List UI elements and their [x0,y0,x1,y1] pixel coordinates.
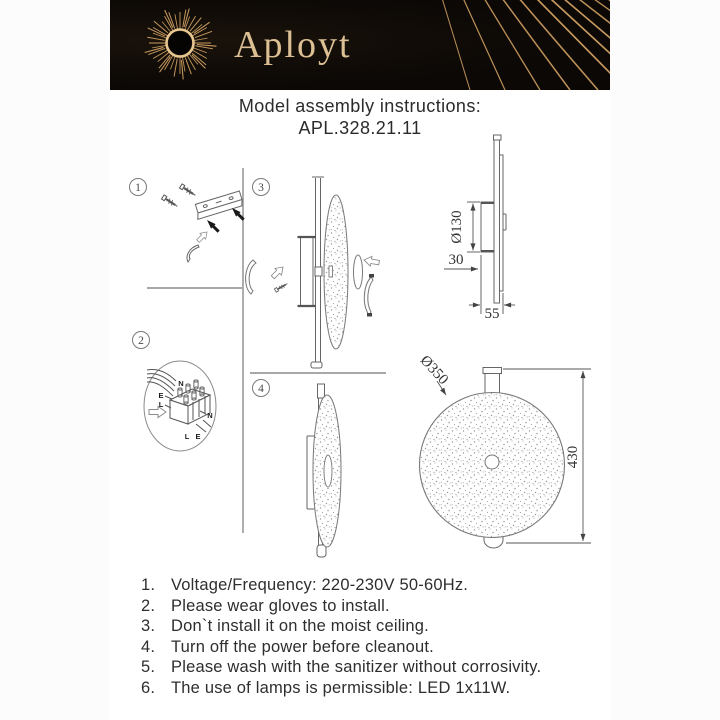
list-item [141,637,601,658]
item-number: 1. [141,576,156,594]
step-2-wiring-drawing [144,361,216,451]
section-dividers [147,168,386,533]
list-item [141,657,601,678]
item-text: Don`t install it on the moist ceiling. [171,617,429,635]
item-text: The use of lamps is permissible: LED 1x11W. [171,678,511,697]
brand-name: Aployt [234,24,352,66]
instruction-list [141,575,601,698]
wiring-label-l-bottom: L [184,432,190,441]
wiring-label-e-left: E [158,391,164,400]
item-text: Please wear gloves to install. [171,596,390,615]
dim-side-diameter: Ø130 [449,210,465,244]
step-4-number: 4 [258,383,264,395]
list-item [141,596,601,617]
direction-arrow-icon [269,264,286,281]
direction-arrow-icon [195,229,210,244]
item-text: Turn off the power before cleanout. [171,637,434,656]
dim-side-depth: 55 [484,306,500,322]
step-1-bracket-drawing [161,184,246,262]
dim-front-diameter: Ø350 [416,352,452,388]
wiring-label-l-left: L [158,400,164,409]
step-4-assembled-drawing [307,384,341,557]
wiring-label-n-top: N [178,379,184,388]
page-title: Model assembly instructions: [238,96,482,116]
item-number: 3. [141,617,156,635]
dim-front-height: 430 [565,445,581,469]
step-3-number: 3 [258,182,264,194]
install-arrow-icon [205,218,221,234]
dim-side-offset: 30 [448,252,464,268]
step-3-exploded-drawing [246,177,380,368]
step-2-number: 2 [138,335,144,347]
item-text: Please wash with the sanitizer without corrosivity. [171,658,542,676]
side-view-dimension-drawing [444,135,515,322]
front-view-dimension-drawing [417,353,591,548]
wiring-label-n-right: N [207,411,213,420]
direction-arrow-icon [363,255,380,267]
item-number: 4. [141,637,156,656]
item-number: 2. [141,596,156,615]
list-item [141,616,601,637]
list-item [141,678,601,699]
item-text: Voltage/Frequency: 220-230V 50-60Hz. [171,576,469,594]
wiring-label-e-bottom: E [195,432,201,441]
item-number: 6. [141,678,156,697]
step-1-number: 1 [135,182,141,194]
item-number: 5. [141,658,156,676]
model-number: APL.328.21.11 [298,118,422,138]
list-item [141,575,601,596]
